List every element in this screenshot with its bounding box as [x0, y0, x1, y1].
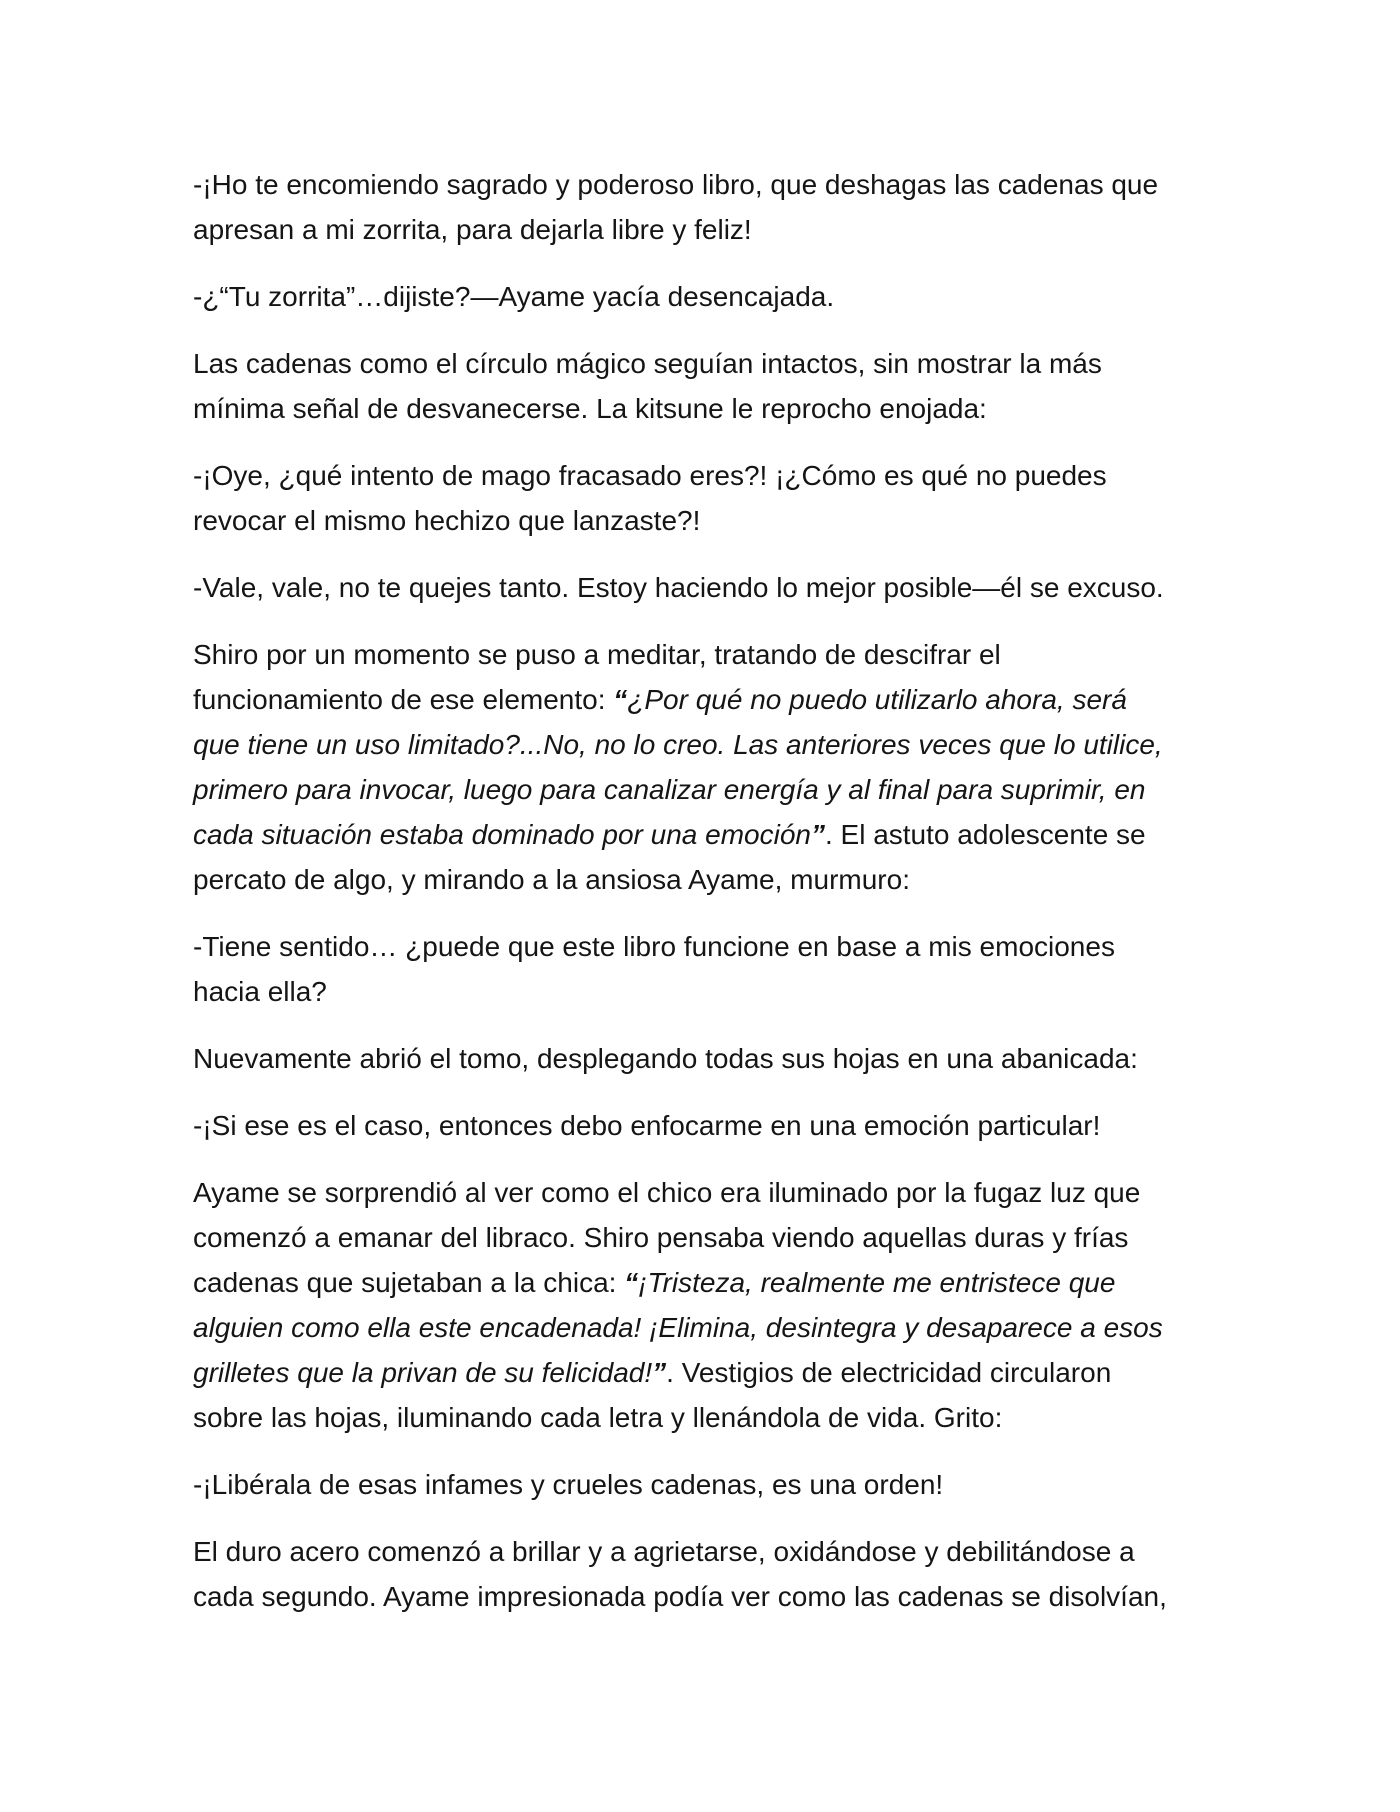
text-line: Las cadenas como el círculo mágico seguían intactos, sin mostrar la más	[193, 348, 1102, 379]
paragraph-11	[193, 1462, 1218, 1507]
thought-line: que tiene un uso limitado?...No, no lo creo. Las anteriores veces que lo utilice,	[193, 729, 1163, 760]
close-quote: ”	[652, 1357, 667, 1388]
text-segment: . El astuto adolescente se	[824, 819, 1146, 850]
thought-line: alguien como ella este encadenada! ¡Elimina, desintegra y desaparece a esos	[193, 1312, 1163, 1343]
text-line: hacia ella?	[193, 976, 327, 1007]
thought-line: grilletes que la privan de su felicidad!	[193, 1357, 653, 1388]
paragraph-9	[193, 1103, 1218, 1148]
paragraph-8	[193, 1036, 1218, 1081]
text-segment: . Vestigios de electricidad circularon	[666, 1357, 1112, 1388]
text-line: Nuevamente abrió el tomo, desplegando todas sus hojas en una abanicada:	[193, 1043, 1138, 1074]
text-line: Ayame se sorprendió al ver como el chico era iluminado por la fugaz luz que	[193, 1177, 1141, 1208]
text-line: cada segundo. Ayame impresionada podía ver como las cadenas se disolvían,	[193, 1581, 1167, 1612]
paragraph-2	[193, 274, 1218, 319]
text-line: El duro acero comenzó a brillar y a agrietarse, oxidándose y debilitándose a	[193, 1536, 1135, 1567]
text-line: revocar el mismo hechizo que lanzaste?!	[193, 505, 701, 536]
paragraph-4	[193, 453, 1218, 543]
paragraph-6	[193, 632, 1218, 902]
text-line: apresan a mi zorrita, para dejarla libre y feliz!	[193, 214, 752, 245]
text-line: -Tiene sentido… ¿puede que este libro funcione en base a mis emociones	[193, 931, 1115, 962]
body-text	[193, 162, 1218, 1641]
text-line: sobre las hojas, iluminando cada letra y llenándola de vida. Grito:	[193, 1402, 1003, 1433]
paragraph-7	[193, 924, 1218, 1014]
text-line: -¡Si ese es el caso, entonces debo enfocarme en una emoción particular!	[193, 1110, 1101, 1141]
open-quote: “	[624, 1267, 639, 1298]
text-line: -¡Ho te encomiendo sagrado y poderoso libro, que deshagas las cadenas que	[193, 169, 1159, 200]
text-line: percato de algo, y mirando a la ansiosa Ayame, murmuro:	[193, 864, 910, 895]
text-segment: cadenas que sujetaban a la chica:	[193, 1267, 625, 1298]
paragraph-12	[193, 1529, 1218, 1619]
open-quote: “	[613, 684, 628, 715]
text-segment: funcionamiento de ese elemento:	[193, 684, 614, 715]
paragraph-1	[193, 162, 1218, 252]
text-line: -Vale, vale, no te quejes tanto. Estoy haciendo lo mejor posible—él se excuso.	[193, 572, 1164, 603]
thought-line: cada situación estaba dominado por una emoción	[193, 819, 811, 850]
text-line: -¡Libérala de esas infames y crueles cadenas, es una orden!	[193, 1469, 944, 1500]
text-line: -¿“Tu zorrita”…dijiste?—Ayame yacía desencajada.	[193, 281, 835, 312]
text-line: -¡Oye, ¿qué intento de mago fracasado eres?! ¡¿Cómo es qué no puedes	[193, 460, 1107, 491]
paragraph-3	[193, 341, 1218, 431]
text-line: comenzó a emanar del libraco. Shiro pensaba viendo aquellas duras y frías	[193, 1222, 1129, 1253]
paragraph-10	[193, 1170, 1218, 1440]
paragraph-5	[193, 565, 1218, 610]
thought-line: ¿Por qué no puedo utilizarlo ahora, será	[627, 684, 1127, 715]
thought-line: primero para invocar, luego para canalizar energía y al final para suprimir, en	[193, 774, 1146, 805]
text-line: Shiro por un momento se puso a meditar, tratando de descifrar el	[193, 639, 1001, 670]
thought-line: ¡Tristeza, realmente me entristece que	[638, 1267, 1116, 1298]
close-quote: ”	[810, 819, 825, 850]
text-line: mínima señal de desvanecerse. La kitsune le reprocho enojada:	[193, 393, 987, 424]
